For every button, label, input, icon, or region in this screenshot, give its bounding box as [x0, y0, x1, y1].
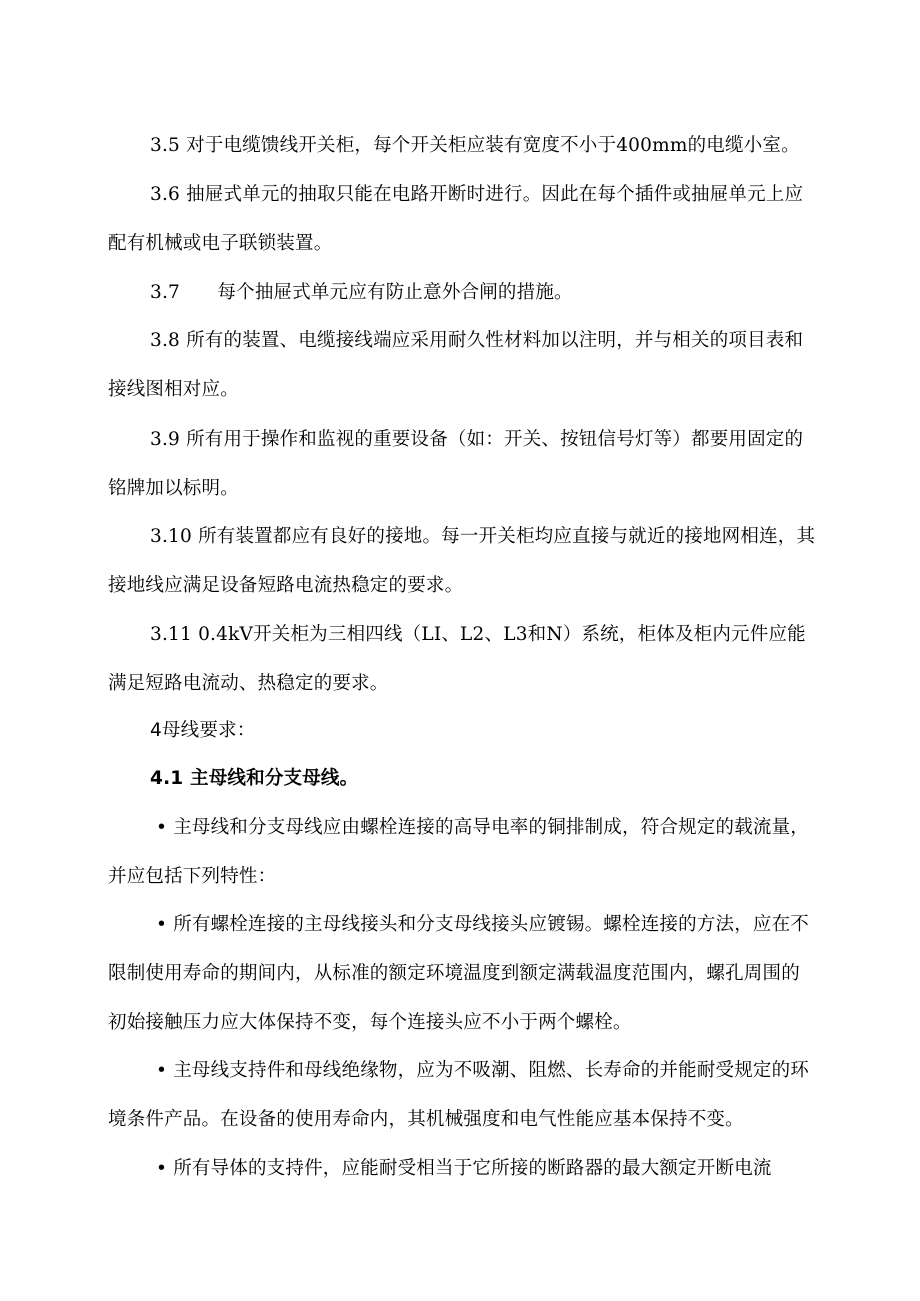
- clause-3-6: 3.6 抽屉式单元的抽取只能在电路开断时进行。因此在每个插件或抽屉单元上应配有机械或电子联锁装置。: [108, 184, 804, 254]
- bullet-busbar-supports: • 主母线支持件和母线绝缘物，应为不吸潮、阻燃、长寿命的并能耐受规定的环境条件产品。在设备的使用寿命内，其机械强度和电气性能应基本保持不变。: [108, 1060, 809, 1130]
- bullet-main-busbar: • 主母线和分支母线应由螺栓连接的高导电率的铜排制成，符合规定的载流量，并应包括下列特性：: [108, 817, 809, 887]
- bullet-conductor-supports: • 所有导体的支持件，应能耐受相当于它所接的断路器的最大额定开断电流: [156, 1158, 772, 1179]
- clause-3-5: 3.5 对于电缆馈线开关柜，每个开关柜应装有宽度不小于400mm的电缆小室。: [150, 135, 800, 156]
- clause-3-9: 3.9 所有用于操作和监视的重要设备（如：开关、按钮信号灯等）都要用固定的铭牌加以标明。: [108, 429, 804, 499]
- section-4-heading: 4母线要求：: [150, 720, 256, 741]
- clause-3-10: 3.10 所有装置都应有良好的接地。每一开关柜均应直接与就近的接地网相连，其接地线应满足设备短路电流热稳定的要求。: [108, 526, 816, 596]
- clause-3-8: 3.8 所有的装置、电缆接线端应采用耐久性材料加以注明，并与相关的项目表和接线图相对应。: [108, 330, 804, 400]
- bullet-bolted-joints: • 所有螺栓连接的主母线接头和分支母线接头应镀锡。螺栓连接的方法，应在不限制使用寿命的期间内，从标准的额定环境温度到额定满载温度范围内，螺孔周围的初始接触压力应大体保持不变，每个连接头应不小于两个螺栓。: [108, 914, 809, 1033]
- clause-3-11: 3.11 0.4kV开关柜为三相四线（LI、L2、L3和N）系统，柜体及柜内元件应能满足短路电流动、热稳定的要求。: [108, 624, 806, 694]
- section-4-1-heading: 4.1 主母线和分支母线。: [150, 768, 359, 789]
- clause-3-7: 3.7 每个抽屉式单元应有防止意外合闸的措施。: [150, 282, 573, 303]
